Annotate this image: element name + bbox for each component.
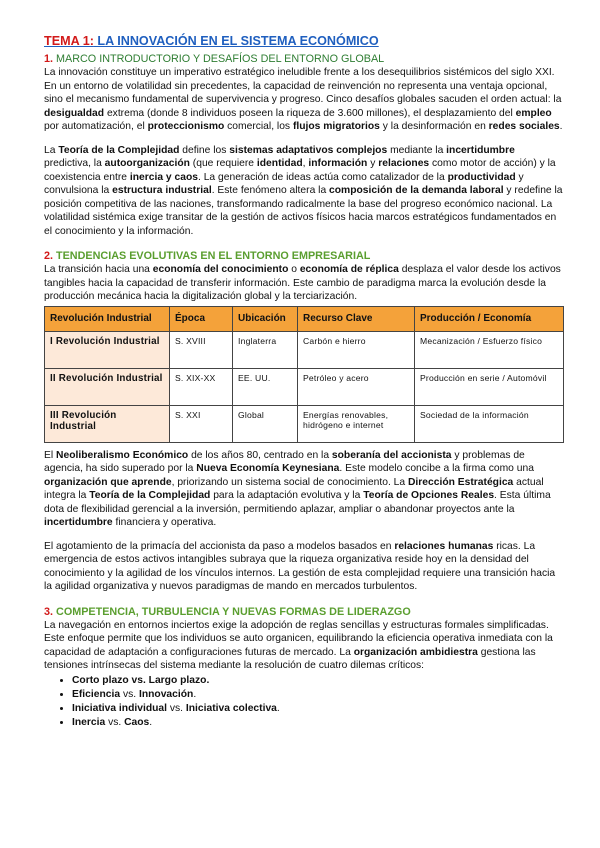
table-cell: S. XIX-XX bbox=[170, 368, 233, 405]
bold-term: organización que aprende bbox=[44, 476, 172, 488]
section-1-paragraph-1 bbox=[44, 66, 564, 134]
text-run: extrema (donde 8 individuos poseen la riqueza de 3.600 millones), el desplazamiento del bbox=[104, 107, 516, 119]
table-header-cell: Revolución Industrial bbox=[45, 306, 170, 331]
table-header-cell: Época bbox=[170, 306, 233, 331]
section-2-paragraph-1 bbox=[44, 263, 564, 304]
bold-term: relaciones humanas bbox=[394, 540, 494, 552]
revolutions-table bbox=[44, 306, 564, 443]
section-2-heading bbox=[44, 250, 564, 263]
bold-term: Iniciativa colectiva bbox=[185, 702, 277, 714]
bold-term: estructura industrial bbox=[112, 185, 212, 196]
bold-term: incertidumbre bbox=[44, 517, 113, 528]
bold-term: economía de réplica bbox=[299, 264, 399, 275]
table-cell: Carbón e hierro bbox=[298, 331, 415, 368]
bold-term: organización ambidiestra bbox=[353, 646, 478, 658]
bold-term: composición de la demanda laboral bbox=[329, 185, 504, 196]
bold-term: Neoliberalismo Económico bbox=[56, 449, 189, 461]
dilemmas-list bbox=[44, 674, 564, 730]
title-text: LA INNOVACIÓN EN EL SISTEMA ECONÓMICO bbox=[93, 34, 379, 48]
document-page bbox=[44, 34, 564, 730]
bold-term: soberanía del accionista bbox=[331, 449, 452, 461]
text-run: por automatización, el bbox=[44, 121, 148, 132]
list-item bbox=[72, 674, 564, 688]
text-run: de los años 80, centrado en la bbox=[188, 449, 332, 461]
list-item bbox=[72, 688, 564, 702]
table-cell: Energías renovables, hidrógeno e internet bbox=[298, 405, 415, 442]
bold-term: Teoría de Opciones Reales bbox=[363, 490, 495, 501]
table-cell: EE. UU. bbox=[233, 368, 298, 405]
table-row bbox=[45, 405, 564, 442]
document-title bbox=[44, 34, 564, 49]
list-item bbox=[72, 702, 564, 716]
section-3-paragraph-1 bbox=[44, 619, 564, 673]
table-header-cell: Producción / Economía bbox=[415, 306, 564, 331]
text-run: y la desinformación en bbox=[379, 121, 489, 132]
section-3-heading bbox=[44, 606, 564, 619]
section-2-title: TENDENCIAS EVOLUTIVAS EN EL ENTORNO EMPRESARIAL bbox=[53, 250, 371, 262]
bold-term: flujos migratorios bbox=[292, 121, 380, 132]
bold-term: Iniciativa individual bbox=[72, 702, 167, 714]
table-cell: II Revolución Industrial bbox=[45, 368, 170, 405]
table-cell: Mecanización / Esfuerzo físico bbox=[415, 331, 564, 368]
bold-term: incertidumbre bbox=[446, 144, 515, 156]
text-run: . Este modelo concibe a la firma como una bbox=[339, 463, 534, 474]
text-run: define los bbox=[179, 144, 230, 156]
text-run: La bbox=[44, 144, 59, 156]
section-2-number: 2. bbox=[44, 250, 54, 262]
text-run: , bbox=[302, 158, 309, 169]
bold-term: Eficiencia bbox=[72, 688, 121, 700]
text-run: vs. bbox=[120, 688, 139, 700]
text-run: actual integra la bbox=[44, 476, 544, 501]
table-row bbox=[45, 368, 564, 405]
table-cell: S. XXI bbox=[170, 405, 233, 442]
table-header-row bbox=[45, 306, 564, 331]
text-run: . bbox=[559, 121, 563, 132]
text-run: financiera y operativa. bbox=[112, 517, 217, 528]
section-1-number: 1. bbox=[44, 53, 54, 65]
section-3-number: 3. bbox=[44, 605, 54, 618]
bold-term: inercia y caos bbox=[129, 171, 198, 183]
section-1-title: MARCO INTRODUCTORIO Y DESAFÍOS DEL ENTORNO GLOBAL bbox=[53, 53, 385, 65]
text-run: comercial, los bbox=[224, 121, 293, 132]
text-run: ricas. La emergencia de estos activos intangibles subraya que la riqueza organizativa reside hoy en la densidad del conocimiento y la agilidad de los vínculos internos. La gestión de esta complejidad requiere una transición hacia la agilidad organizativa y nuevos paradigmas de mando en mercados turbulentos. bbox=[44, 540, 556, 592]
table-cell: Petróleo y acero bbox=[298, 368, 415, 405]
bold-term: identidad bbox=[256, 158, 303, 169]
text-run: . bbox=[276, 702, 280, 714]
text-run: . La generación de ideas actúa como catalizador de la bbox=[197, 171, 448, 183]
text-run: (que requiere bbox=[189, 158, 257, 169]
section-1-heading bbox=[44, 53, 564, 66]
text-run: desplaza el valor desde los activos tangibles hacia la capacidad de transferir información. Este cambio de paradigma marca la evolución desde la producción mecánica hacia la digitalización global y la terciarización. bbox=[44, 264, 561, 302]
table-cell: Sociedad de la información bbox=[415, 405, 564, 442]
bold-term: Teoría de la Complejidad bbox=[89, 490, 211, 501]
list-item bbox=[72, 716, 564, 730]
text-run: gestiona las tensiones intrínsecas del sistema mediante la resolución de cuatro dilemas críticos: bbox=[44, 646, 536, 671]
text-run: predictiva, la bbox=[44, 158, 105, 169]
table-cell: Global bbox=[233, 405, 298, 442]
text-run: El bbox=[44, 449, 57, 461]
bold-term: relaciones bbox=[378, 158, 430, 169]
text-run: . bbox=[149, 716, 153, 728]
table-cell: S. XVIII bbox=[170, 331, 233, 368]
bold-term: Corto plazo vs. Largo plazo. bbox=[72, 674, 210, 686]
bold-term: Dirección Estratégica bbox=[407, 476, 514, 488]
text-run: y bbox=[367, 158, 379, 169]
text-run: mediante la bbox=[387, 144, 447, 156]
bold-term: Inercia bbox=[72, 716, 106, 728]
text-run: y convulsiona la bbox=[44, 171, 524, 196]
table-cell: Producción en serie / Automóvil bbox=[415, 368, 564, 405]
text-run: La transición hacia una bbox=[44, 264, 153, 275]
text-run: vs. bbox=[105, 716, 125, 728]
text-run: El agotamiento de la primacía del accionista da paso a modelos basados en bbox=[44, 540, 395, 552]
text-run: La innovación constituye un imperativo estratégico ineludible frente a los desequilibrios sistémicos del siglo XXI. En un entorno de volatilidad sin precedentes, la capacidad de reinvención no representa una ventaja opcional, sino el mecanismo fundamental de supervivencia y progreso. Cinco desafíos globales sacuden el orden actual: la bbox=[44, 67, 562, 105]
text-run: . Este fenómeno altera la bbox=[211, 185, 330, 196]
text-run: como motor de acción) y la coexistencia entre bbox=[44, 158, 556, 183]
bold-term: Innovación bbox=[138, 688, 194, 700]
text-run: La navegación en entornos inciertos exige la adopción de reglas sencillas y estructuras formales simplificadas. Este enfoque permite que los individuos se auto organicen, equilibrando la eficiencia operativa inmediata con la capacidad de adaptación a configuraciones futuras de mercado. La bbox=[44, 619, 553, 658]
title-tema: TEMA 1: bbox=[44, 34, 94, 48]
section-3-title: COMPETENCIA, TURBULENCIA Y NUEVAS FORMAS DE LIDERAZGO bbox=[53, 605, 411, 618]
table-header-cell: Recurso Clave bbox=[298, 306, 415, 331]
text-run: . bbox=[193, 688, 197, 700]
table-header-cell: Ubicación bbox=[233, 306, 298, 331]
text-run: , priorizando un sistema social de conocimiento. La bbox=[171, 476, 408, 488]
text-run: y redefine la posición competitiva de las naciones, transformando radicalmente la base del progreso económico nacional. La volatilidad sistémica exige transitar de la gestión de activos físicos hacia marcos estratégicos fundamentados en el conocimiento y la información. bbox=[44, 185, 563, 237]
section-1-paragraph-2 bbox=[44, 144, 564, 239]
table-cell: Inglaterra bbox=[233, 331, 298, 368]
bold-term: Caos bbox=[124, 716, 150, 728]
bold-term: empleo bbox=[515, 107, 552, 119]
bold-term: redes sociales bbox=[488, 121, 560, 132]
text-run: y problemas de agencia, ha sido superado por la bbox=[44, 449, 525, 474]
text-run: vs. bbox=[167, 702, 186, 714]
text-run: para la adaptación evolutiva y la bbox=[210, 490, 364, 501]
bold-term: información bbox=[308, 158, 368, 169]
table-cell: III Revolución Industrial bbox=[45, 405, 170, 442]
bold-term: economía del conocimiento bbox=[152, 264, 289, 275]
text-run: . Esta última dota de flexibilidad gerencial a la inversión, permitiendo aplazar, ampliar o abandonar proyectos ante la bbox=[44, 490, 551, 515]
bold-term: sistemas adaptativos complejos bbox=[229, 144, 388, 156]
table-cell: I Revolución Industrial bbox=[45, 331, 170, 368]
bold-term: desigualdad bbox=[44, 107, 105, 119]
table-row bbox=[45, 331, 564, 368]
bold-term: Nueva Economía Keynesiana bbox=[196, 463, 340, 474]
bold-term: Teoría de la Complejidad bbox=[58, 144, 180, 156]
bold-term: proteccionismo bbox=[147, 121, 225, 132]
section-2-paragraph-2 bbox=[44, 449, 564, 530]
bold-term: productividad bbox=[447, 171, 516, 183]
text-run: o bbox=[288, 264, 300, 275]
bold-term: autoorganización bbox=[104, 158, 190, 169]
section-2-paragraph-3 bbox=[44, 540, 564, 594]
